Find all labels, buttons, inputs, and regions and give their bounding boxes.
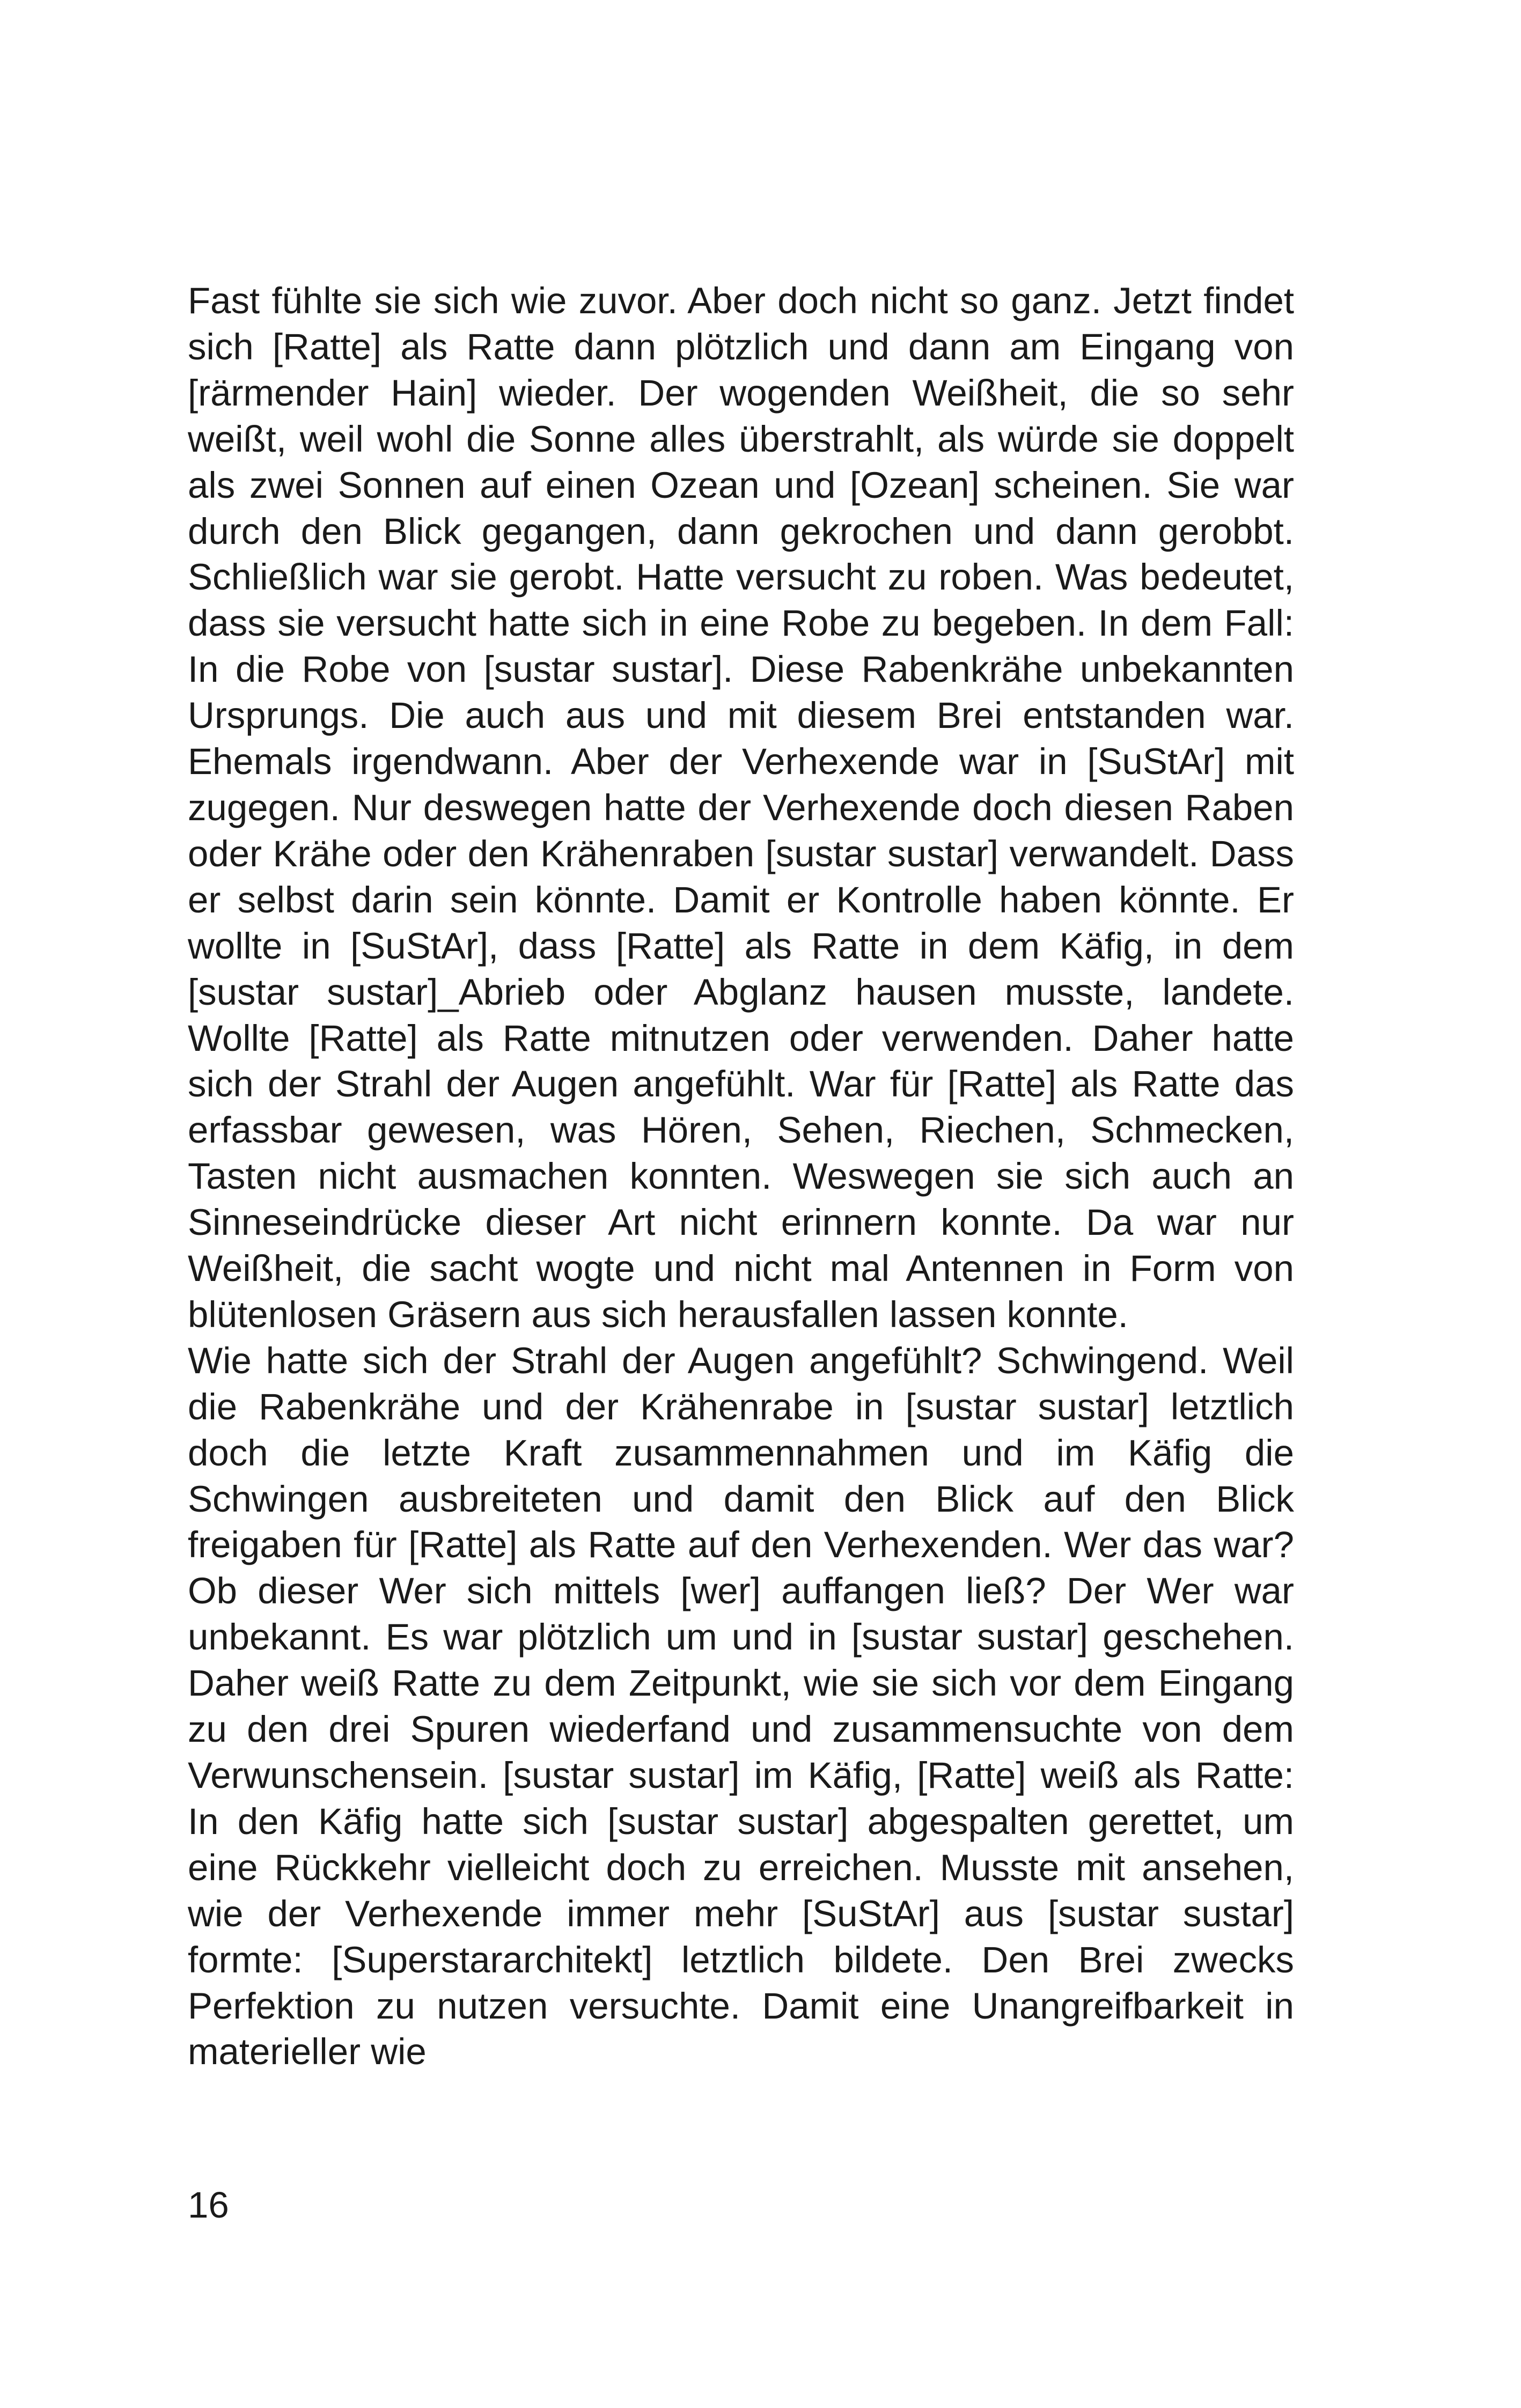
paragraph-2: Wie hatte sich der Strahl der Augen angefühlt? Schwingend. Weil die Rabenkrähe und der Krähenrabe in [sustar sustar] letztlich doch die letzte Kraft zusammennahmen und im Käfig die Schwingen ausbreiteten und damit den Blick auf den Blick freigaben für [Ratte] als Ratte auf den Verhexenden. Wer das war? Ob dieser Wer sich mittels [wer] auffangen ließ? Der Wer war unbekannt. Es war plötzlich um und in [sustar sustar] geschehen. Daher weiß Ratte zu dem Zeitpunkt, wie sie sich vor dem Eingang zu den drei Spuren wiederfand und zusammensuchte von dem Verwunschensein. [sustar sustar] im Käfig, [Ratte] weiß als Ratte: In den Käfig hatte sich [sustar sustar] abgespalten gerettet, um eine Rückkehr vielleicht doch zu erreichen. Musste mit ansehen, wie der Verhexende immer mehr [SuStAr] aus [sustar sustar] formte: [Superstararchitekt] letztlich bildete. Den Brei zwecks Perfektion zu nutzen versuchte. Damit eine Unangreifbarkeit in materieller wie: [188, 1339, 1294, 2073]
body-text: [188, 278, 1294, 2075]
page-number: 16: [188, 2184, 229, 2226]
paragraph-1: Fast fühlte sie sich wie zuvor. Aber doch nicht so ganz. Jetzt findet sich [Ratte] als Ratte dann plötzlich und dann am Eingang von [rärmender Hain] wieder. Der wogenden Weißheit, die so sehr weißt, weil wohl die Sonne alles überstrahlt, als würde sie doppelt als zwei Sonnen auf einen Ozean und [Ozean] scheinen. Sie war durch den Blick gegangen, dann gekrochen und dann gerobbt. Schließlich war sie gerobt. Hatte versucht zu roben. Was bedeutet, dass sie versucht hatte sich in eine Robe zu begeben. In dem Fall: In die Robe von [sustar sustar]. Diese Rabenkrähe unbekannten Ursprungs. Die auch aus und mit diesem Brei entstanden war. Ehemals irgendwann. Aber der Verhexende war in [SuStAr] mit zugegen. Nur deswegen hatte der Verhexende doch diesen Raben oder Krähe oder den Krähenraben [sustar sustar] verwandelt. Dass er selbst darin sein könnte. Damit er Kontrolle haben könnte. Er wollte in [SuStAr], dass [Ratte] als Ratte in dem Käfig, in dem [sustar sustar]_Abrieb oder Abglanz hausen musste, landete. Wollte [Ratte] als Ratte mitnutzen oder verwenden. Daher hatte sich der Strahl der Augen angefühlt. War für [Ratte] als Ratte das erfassbar gewesen, was Hören, Sehen, Riechen, Schmecken, Tasten nicht ausmachen konnten. Weswegen sie sich auch an Sinneseindrücke dieser Art nicht erinnern konnte. Da war nur Weißheit, die sacht wogte und nicht mal Antennen in Form von blütenlosen Gräsern aus sich herausfallen lassen konnte.: [188, 280, 1294, 1335]
